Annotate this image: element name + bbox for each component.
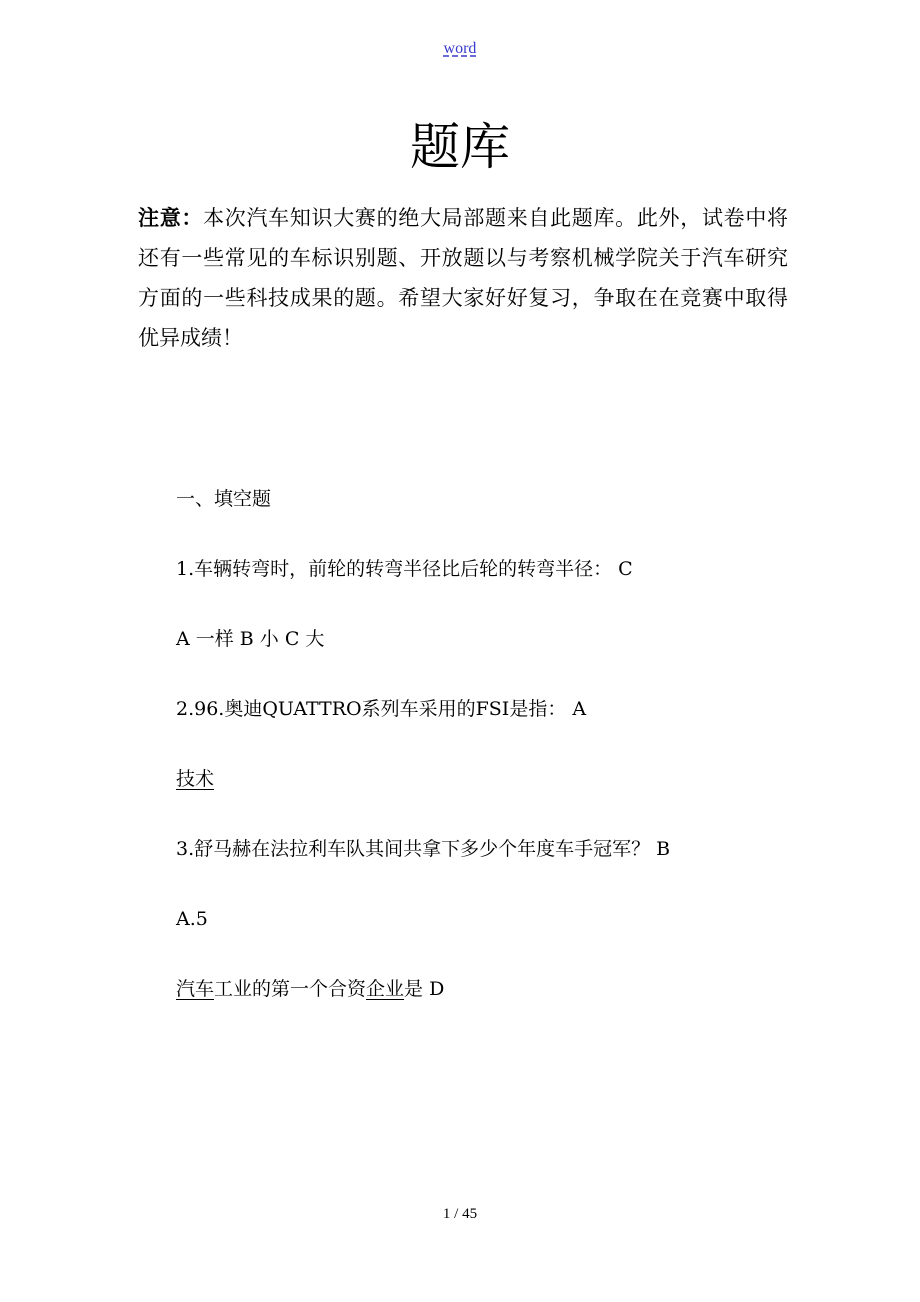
question-4-text-2: 是 D [404,978,445,1000]
question-1-options: A 一样 B 小 C 大 [176,628,325,650]
page-indicator: 1 / 45 [442,1206,478,1222]
question-4-underlined-2: 企业 [366,978,405,1000]
question-2: 2.96.奥迪QUATTRO系列车采用的FSI是指： A [176,698,587,720]
question-4-text-1: 工业的第一个合资 [214,978,367,1000]
notice-paragraph [138,198,788,358]
question-4 [176,974,444,1004]
question-4-underlined-1: 汽车 [176,978,215,1000]
header-word-link[interactable]: word [443,40,477,57]
question-1: 1.车辆转弯时，前轮的转弯半径比后轮的转弯半径： C [176,558,633,580]
notice-label: 注意： [138,206,204,230]
section-heading: 一、填空题 [176,488,272,510]
page-title: 题库 [410,118,510,176]
question-2-option: 技术 [176,768,215,790]
question-3-option: A.5 [176,908,208,930]
question-3: 3.舒马赫在法拉利车队其间共拿下多少个年度车手冠军？ B [176,838,671,860]
notice-text: 本次汽车知识大赛的绝大局部题来自此题库。此外，试卷中将还有一些常见的车标识别题、开放题以与考察机械学院关于汽车研究方面的一些科技成果的题。希望大家好好复习，争取在在竞赛中取得优异成绩！ [138,206,789,350]
